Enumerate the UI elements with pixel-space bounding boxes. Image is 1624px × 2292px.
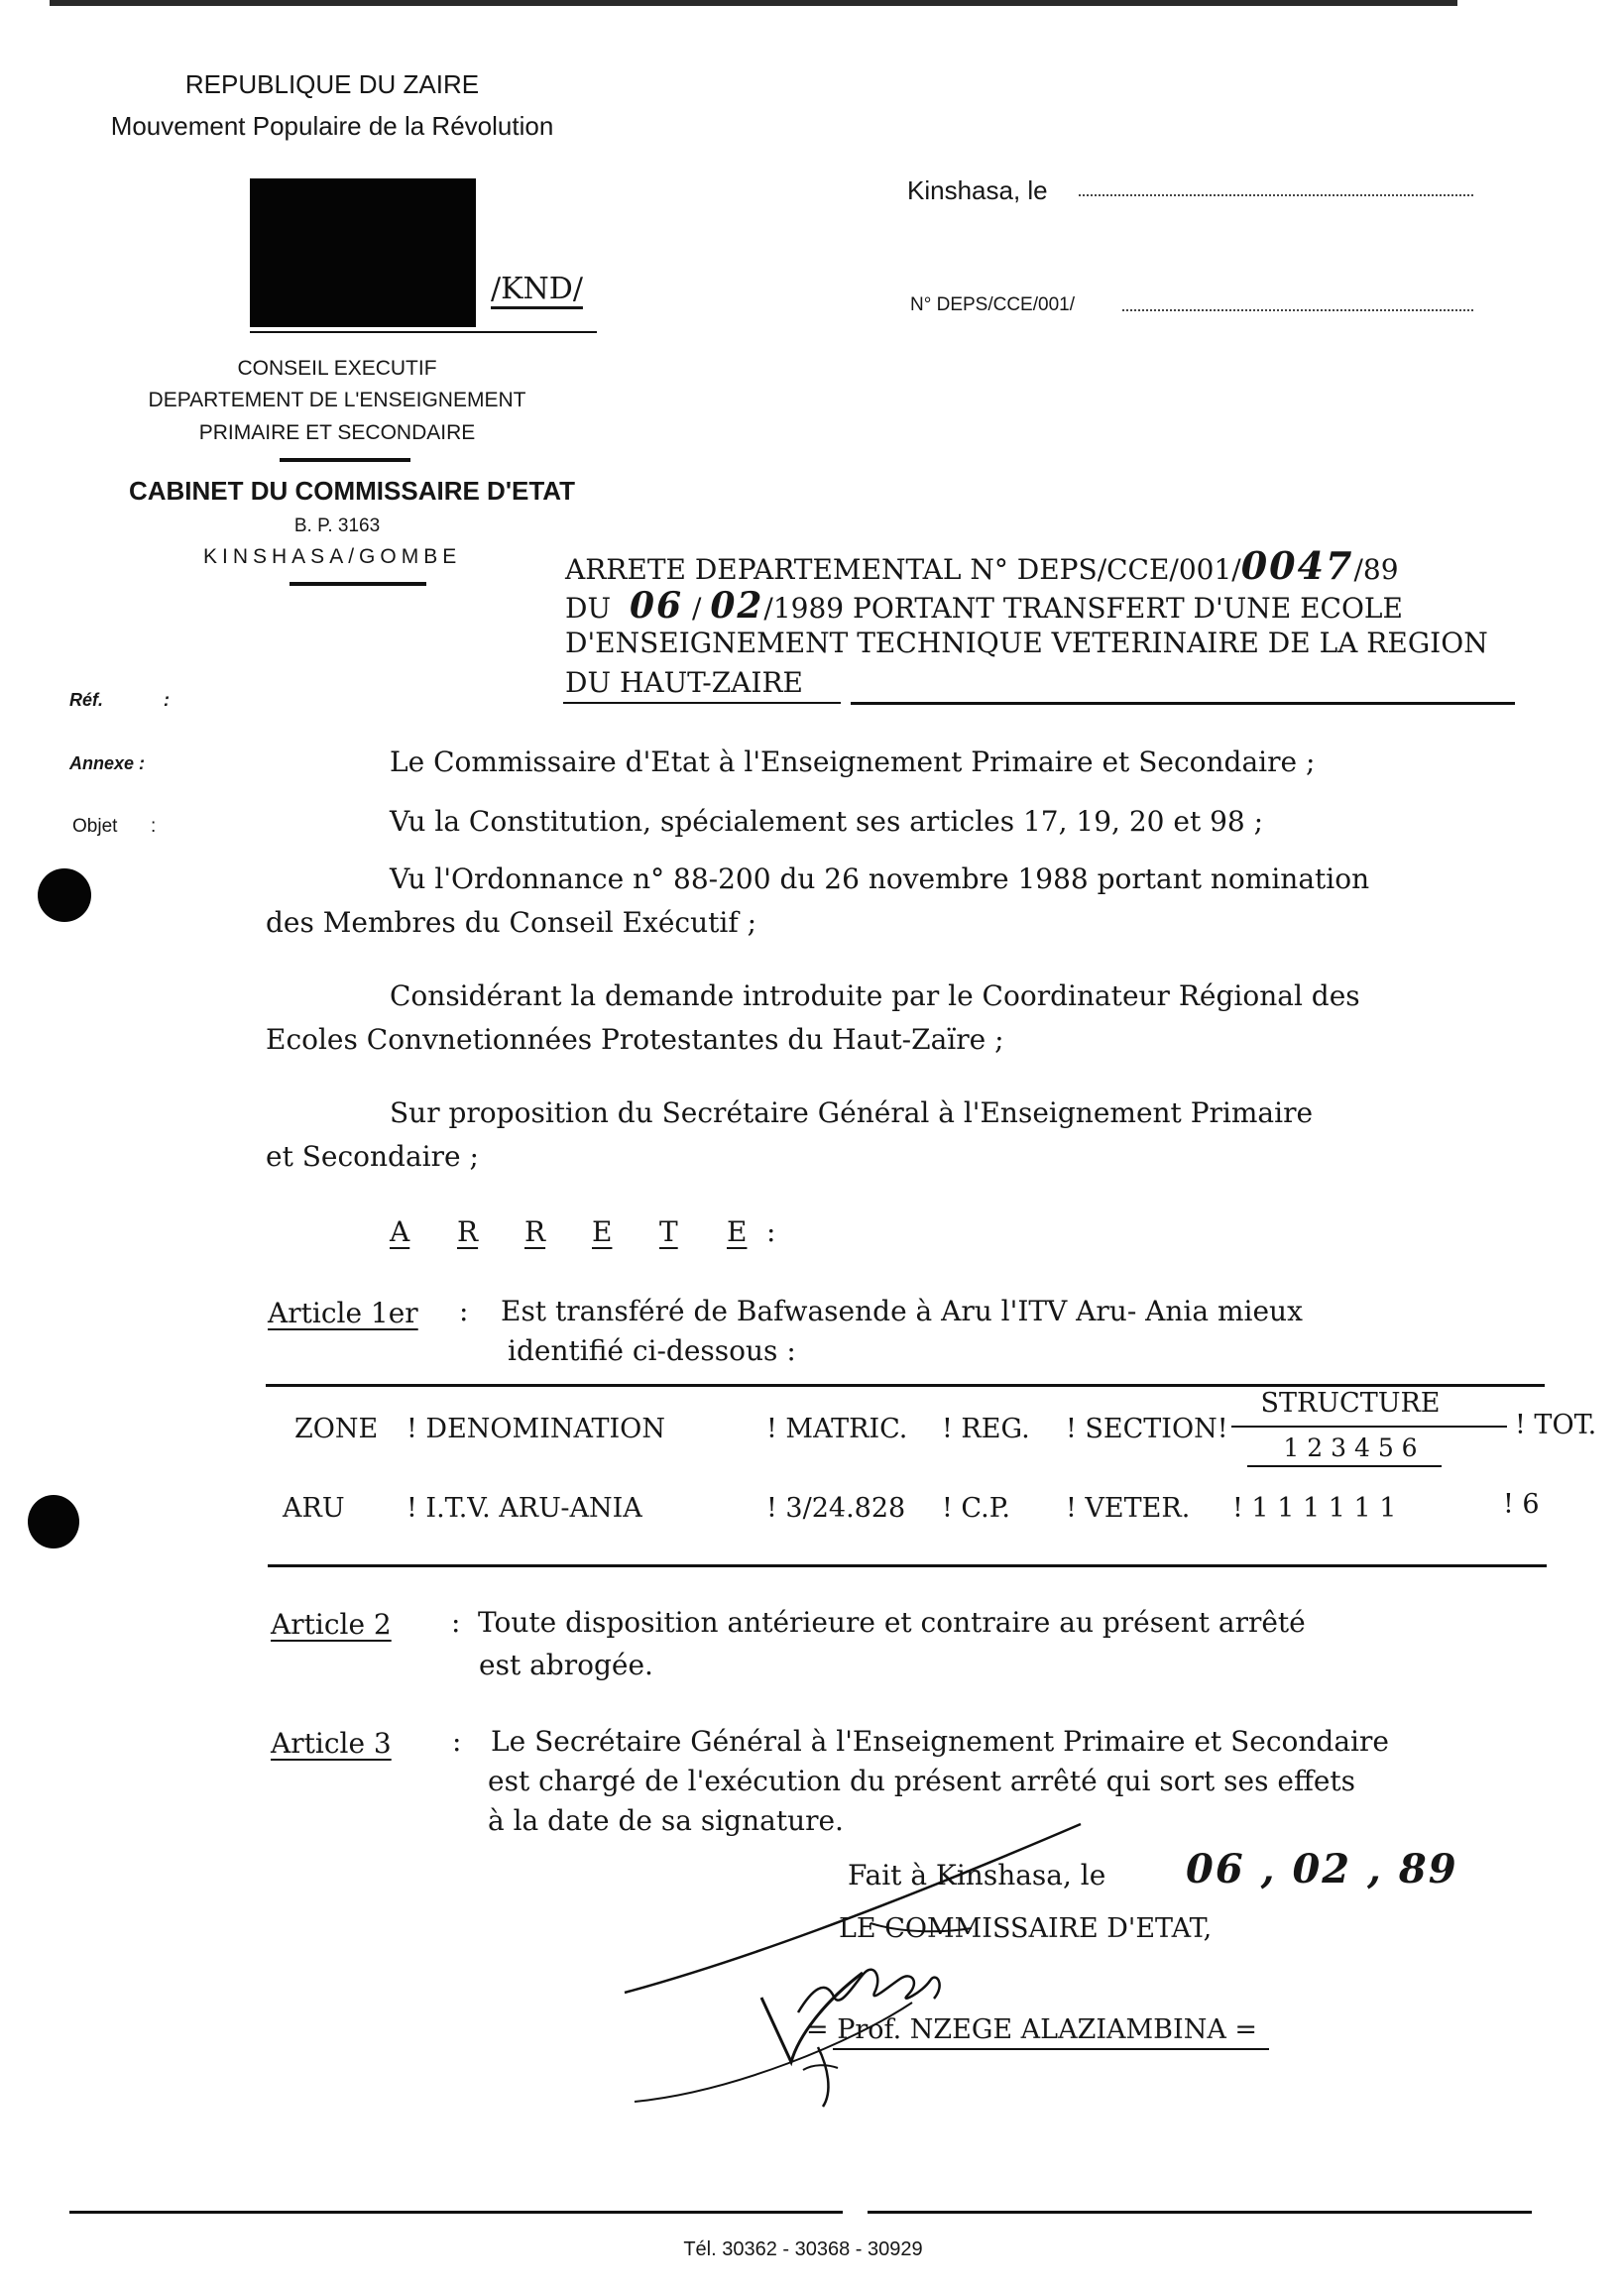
article-3-line-3: à la date de sa signature. — [488, 1804, 844, 1837]
decree-letter: A — [390, 1215, 410, 1248]
title-line-3: D'ENSEIGNEMENT TECHNIQUE VETERINAIRE DE LA REGION — [565, 627, 1488, 659]
city-underline — [290, 582, 426, 586]
ref-colon: : — [164, 690, 170, 710]
decree-letter: R — [524, 1215, 546, 1248]
article-1-line-2: identifié ci-dessous : — [508, 1334, 796, 1367]
col-header-total: ! TOT. — [1515, 1410, 1597, 1440]
col-header-matric: ! MATRIC. — [766, 1414, 908, 1444]
department-name: DEPARTEMENT DE L'ENSEIGNEMENT — [148, 389, 526, 411]
row-reg: ! C.P. — [942, 1493, 1010, 1524]
title-line-4: DU HAUT-ZAIRE — [565, 666, 803, 699]
handwritten-signature-date: 06 , 02 , 89 — [1186, 1846, 1458, 1892]
cabinet-name: CABINET DU COMMISSAIRE D'ETAT — [128, 476, 576, 506]
footer-phone: Tél. 30362 - 30368 - 30929 — [683, 2238, 923, 2260]
handwritten-signature — [615, 1804, 1170, 2121]
title-du: DU — [565, 592, 612, 625]
structure-divider — [1231, 1426, 1507, 1428]
handwritten-decree-number: 0047 — [1240, 543, 1354, 588]
article-2-label: Article 2 — [271, 1608, 392, 1641]
title-slash: / — [691, 592, 702, 625]
preamble-constitution: Vu la Constitution, spécialement ses articles 17, 19, 20 et 98 ; — [390, 805, 1264, 838]
decree-heading — [390, 1215, 775, 1248]
preamble-ordinance-2: des Membres du Conseil Exécutif ; — [266, 906, 757, 939]
signatory-title: LE COMMISSAIRE D'ETAT, — [839, 1913, 1213, 1944]
scan-edge-mark — [50, 0, 1457, 6]
article-2-colon: : — [451, 1606, 461, 1639]
reference-underline — [250, 331, 597, 333]
preamble-request-1: Considérant la demande introduite par le Coordinateur Régional des — [390, 979, 1360, 1012]
table-top-rule — [266, 1384, 1545, 1387]
punch-hole-top — [38, 868, 91, 922]
col-header-section: ! SECTION! — [1066, 1414, 1228, 1444]
article-3-line-1: Le Secrétaire Général à l'Enseignement Primaire et Secondaire — [491, 1725, 1389, 1758]
col-header-reg: ! REG. — [942, 1414, 1030, 1444]
article-3-label: Article 3 — [271, 1727, 392, 1760]
movement-name: Mouvement Populaire de la Révolution — [110, 111, 554, 141]
article-1-line-1: Est transféré de Bafwasende à Aru l'ITV Aru- Ania mieux — [501, 1295, 1303, 1327]
decree-letter: E — [727, 1215, 748, 1248]
punch-hole-bottom — [28, 1495, 79, 1548]
department-level: PRIMAIRE ET SECONDAIRE — [198, 421, 476, 444]
article-2-line-1: Toute disposition antérieure et contraire au présent arrêté — [478, 1606, 1306, 1639]
redacted-block — [250, 178, 476, 327]
preamble-request-2: Ecoles Convnetionnées Protestantes du Haut-Zaïre ; — [266, 1023, 1004, 1056]
decree-letter: T — [659, 1215, 678, 1248]
ref-label: Réf. — [69, 690, 104, 710]
row-denomination: ! I.T.V. ARU-ANIA — [406, 1493, 642, 1524]
handwritten-day: 06 — [629, 585, 684, 627]
article-2-line-2: est abrogée. — [479, 1649, 653, 1681]
objet-label: Objet — [72, 816, 118, 837]
row-section: ! VETER. — [1066, 1493, 1191, 1524]
council-name: CONSEIL EXECUTIF — [237, 357, 437, 380]
objet-colon: : — [151, 816, 157, 837]
row-structure: ! 1 1 1 1 1 1 — [1232, 1493, 1397, 1524]
place-date-label: Kinshasa, le — [907, 175, 1048, 205]
po-box: B. P. 3163 — [293, 516, 381, 536]
title-line-1 — [565, 543, 1399, 588]
col-header-structure-levels: 1 2 3 4 5 6 — [1283, 1433, 1418, 1462]
signatory-name: = Prof. NZEGE ALAZIAMBINA = — [806, 2014, 1258, 2045]
handwritten-month: 02 — [710, 585, 764, 627]
decree-letter: E — [592, 1215, 613, 1248]
title-underline-long — [851, 702, 1515, 705]
title-line-2 — [565, 585, 1403, 627]
table-bottom-rule — [268, 1564, 1547, 1567]
annexe-label: Annexe : — [69, 753, 146, 773]
title-year: /89 — [1353, 553, 1399, 586]
row-zone: ARU — [283, 1493, 345, 1524]
article-1-colon: : — [459, 1295, 469, 1327]
preamble-proposal-2: et Secondaire ; — [266, 1140, 479, 1173]
preamble-commissioner: Le Commissaire d'Etat à l'Enseignement Primaire et Secondaire ; — [390, 745, 1316, 778]
row-total: ! 6 — [1503, 1489, 1540, 1520]
col-header-denomination: ! DENOMINATION — [406, 1414, 665, 1444]
place-date-blank — [1079, 194, 1473, 196]
document-number-blank — [1122, 309, 1473, 311]
country-name: REPUBLIQUE DU ZAIRE — [184, 69, 480, 99]
col-header-structure: STRUCTURE — [1260, 1388, 1441, 1419]
decree-letter: R — [457, 1215, 479, 1248]
article-1-label: Article 1er — [268, 1297, 418, 1329]
document-number-label: N° DEPS/CCE/001/ — [910, 294, 1075, 315]
title-prefix: ARRETE DEPARTEMENTAL N° DEPS/CCE/001/ — [565, 553, 1241, 586]
department-divider — [280, 458, 410, 462]
article-3-line-2: est chargé de l'exécution du présent arrêté qui sort ses effets — [488, 1765, 1356, 1797]
preamble-proposal-1: Sur proposition du Secrétaire Général à l'Enseignement Primaire — [390, 1096, 1314, 1129]
structure-levels-underline — [1247, 1465, 1442, 1467]
preamble-ordinance-1: Vu l'Ordonnance n° 88-200 du 26 novembre 1988 portant nomination — [390, 862, 1370, 895]
city: KINSHASA/GOMBE — [203, 545, 462, 568]
footer-rule-right — [868, 2211, 1532, 2214]
col-header-zone: ZONE — [294, 1414, 379, 1444]
article-3-colon: : — [452, 1725, 462, 1758]
reference-code: /KND/ — [491, 272, 583, 306]
title-date-suffix: /1989 PORTANT TRANSFERT D'UNE ECOLE — [763, 592, 1403, 625]
title-underline-short — [563, 702, 841, 704]
done-at-label: Fait à Kinshasa, le — [848, 1859, 1106, 1891]
footer-rule-left — [69, 2211, 843, 2214]
row-matric: ! 3/24.828 — [766, 1493, 906, 1524]
decree-colon: : — [766, 1215, 776, 1248]
